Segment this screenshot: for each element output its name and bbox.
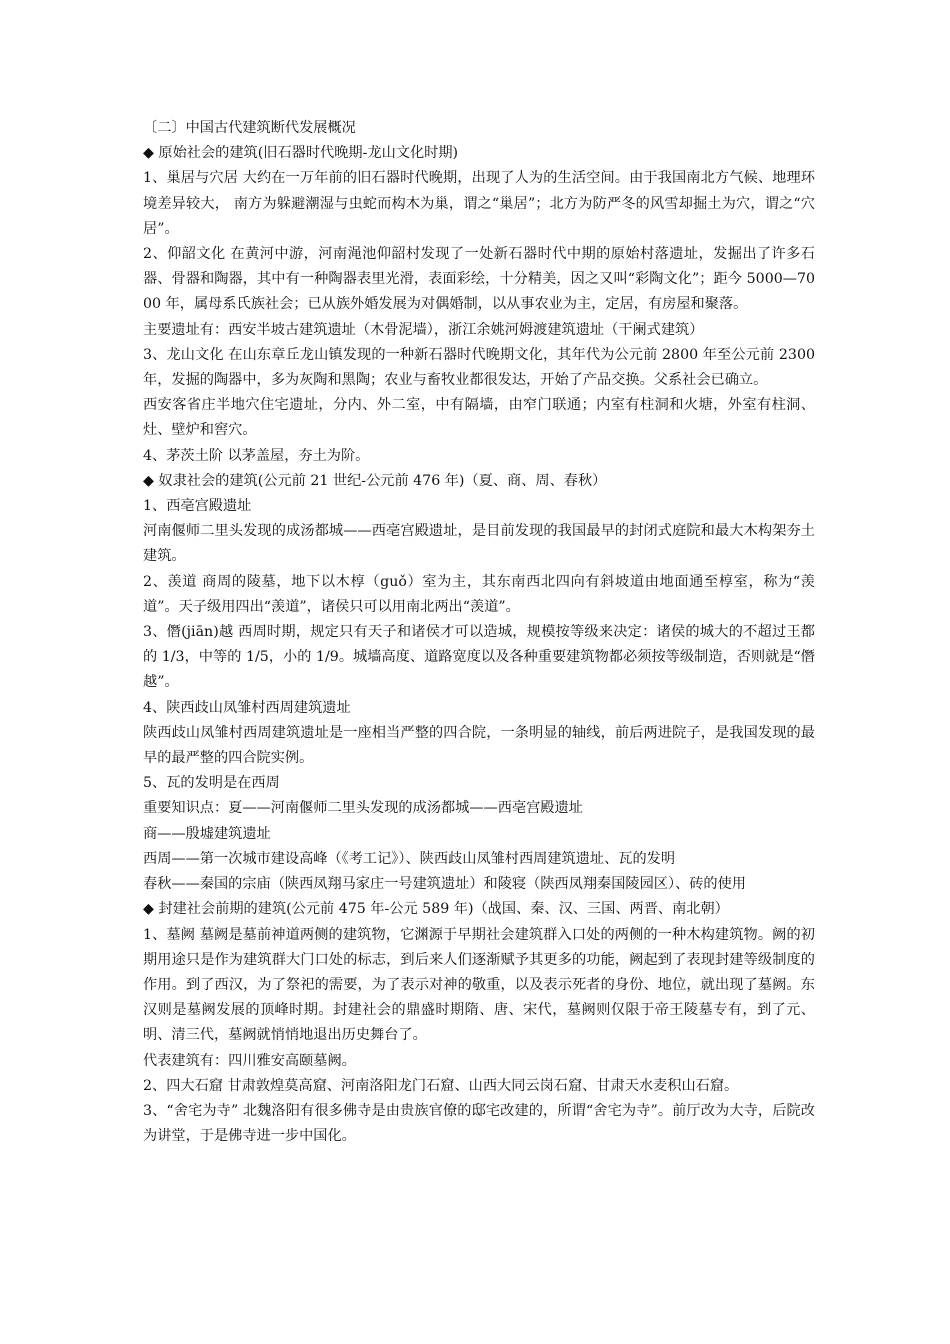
paragraph: 4、陕西歧山凤雏村西周建筑遗址 (143, 699, 351, 716)
paragraph: 代表建筑有：四川雅安高颐墓阙。 (143, 1052, 356, 1069)
paragraph: 西安客省庄半地穴住宅遗址，分内、外二室，中有隔墙，由窄门联通；内室有柱洞和火塘，外室有柱洞、灶、壁炉和窖穴。 (143, 397, 815, 439)
paragraph: 重要知识点：夏——河南偃师二里头发现的成汤都城——西亳宫殿遗址 (143, 800, 583, 817)
paragraph: 2、仰韶文化 在黄河中游，河南渑池仰韶村发现了一处新石器时代中期的原始村落遗址，发掘出了许多石器、骨器和陶器，其中有一种陶器表里光滑，表面彩绘，十分精美，因之又叫“彩陶文化”；距今 5000—7000 年，属母系氏族社会；已从族外婚发展为对偶婚制，以从事农业为主，定居，有房屋和聚落。 (143, 246, 815, 313)
paragraph: 3、龙山文化 在山东章丘龙山镇发现的一种新石器时代晚期文化，其年代为公元前 2800 年至公元前 2300 年，发掘的陶器中，多为灰陶和黑陶；农业与畜牧业都很发达，开始了产品交换。父系社会已确立。 (143, 346, 815, 389)
paragraph: 2、四大石窟 甘肃敦煌莫高窟、河南洛阳龙门石窟、山西大同云岗石窟、甘肃天水麦积山石窟。 (143, 1077, 739, 1094)
paragraph: 4、茅茨土阶 以茅盖屋，夯土为阶。 (143, 447, 370, 464)
document-body (143, 116, 815, 1149)
heading-early-feudal-society: ◆ 封建社会前期的建筑(公元前 475 年-公元 589 年)（战国、秦、汉、三国、两晋、南北朝） (143, 901, 729, 918)
paragraph: 1、巢居与穴居 大约在一万年前的旧石器时代晚期，出现了人为的生活空间。由于我国南北方气候、地理环境差异较大， 南方为躲避潮湿与虫蛇而构木为巢，谓之“巢居”；北方为防严冬的风雪却掘土为穴，谓之“穴居”。 (143, 170, 815, 237)
paragraph: 主要遗址有：西安半坡古建筑遗址（木骨泥墙），浙江余姚河姆渡建筑遗址（干阑式建筑） (143, 321, 704, 338)
paragraph: 春秋——秦国的宗庙（陕西凤翔马家庄一号建筑遗址）和陵寝（陕西凤翔秦国陵园区）、砖的使用 (143, 876, 746, 893)
paragraph: 河南偃师二里头发现的成汤都城——西亳宫殿遗址，是目前发现的我国最早的封闭式庭院和最大木构架夯土建筑。 (143, 523, 815, 565)
paragraph: 西周——第一次城市建设高峰（《考工记》）、陕西歧山凤雏村西周建筑遗址、瓦的发明 (143, 850, 676, 867)
paragraph: 陕西歧山凤雏村西周建筑遗址是一座相当严整的四合院，一条明显的轴线，前后两进院子，是我国发现的最早的最严整的四合院实例。 (143, 724, 815, 767)
paragraph: 5、瓦的发明是在西周 (143, 775, 280, 792)
heading-slave-society: ◆ 奴隶社会的建筑(公元前 21 世纪-公元前 476 年)（夏、商、周、春秋） (143, 472, 607, 489)
paragraph: 商——殷墟建筑遗址 (143, 825, 271, 842)
paragraph: 3、“舍宅为寺” 北魏洛阳有很多佛寺是由贵族官僚的邸宅改建的，所谓“舍宅为寺”。前厅改为大寺，后院改为讲堂，于是佛寺进一步中国化。 (143, 1102, 815, 1145)
paragraph: 3、僭(jiān)越 西周时期，规定只有天子和诸侯才可以造城，规模按等级来决定：诸侯的城大的不超过王都的 1/3，中等的 1/5，小的 1/9。城墙高度、道路宽度以及各种重要建筑物都必须按等级制造，否则就是“僭越”。 (143, 624, 815, 691)
heading-primitive-society: ◆ 原始社会的建筑(旧石器时代晚期-龙山文化时期) (143, 145, 459, 162)
paragraph: 2、羡道 商周的陵墓，地下以木椁（guǒ）室为主，其东南西北四向有斜坡道由地面通至椁室，称为“羡道”。天子级用四出“羡道”，诸侯只可以用南北两出“羡道”。 (143, 573, 815, 615)
paragraph: 1、西亳宫殿遗址 (143, 498, 252, 515)
section-title: 〔二〕中国古代建筑断代发展概况 (143, 120, 356, 136)
paragraph: 1、墓阙 墓阙是墓前神道两侧的建筑物，它渊源于早期社会建筑群入口处的两侧的一种木构建筑物。阙的初期用途只是作为建筑群大门口处的标志，到后来人们逐渐赋予其更多的功能，阙起到了表现封建等级制度的作用。到了西汉，为了祭祀的需要，为了表示对神的敬重，以及表示死者的身份、地位，就出现了墓阙。东汉则是墓阙发展的顶峰时期。封建社会的鼎盛时期隋、唐、宋代，墓阙则仅限于帝王陵墓专有，到了元、明、清三代，墓阙就悄悄地退出历史舞台了。 (143, 926, 815, 1044)
